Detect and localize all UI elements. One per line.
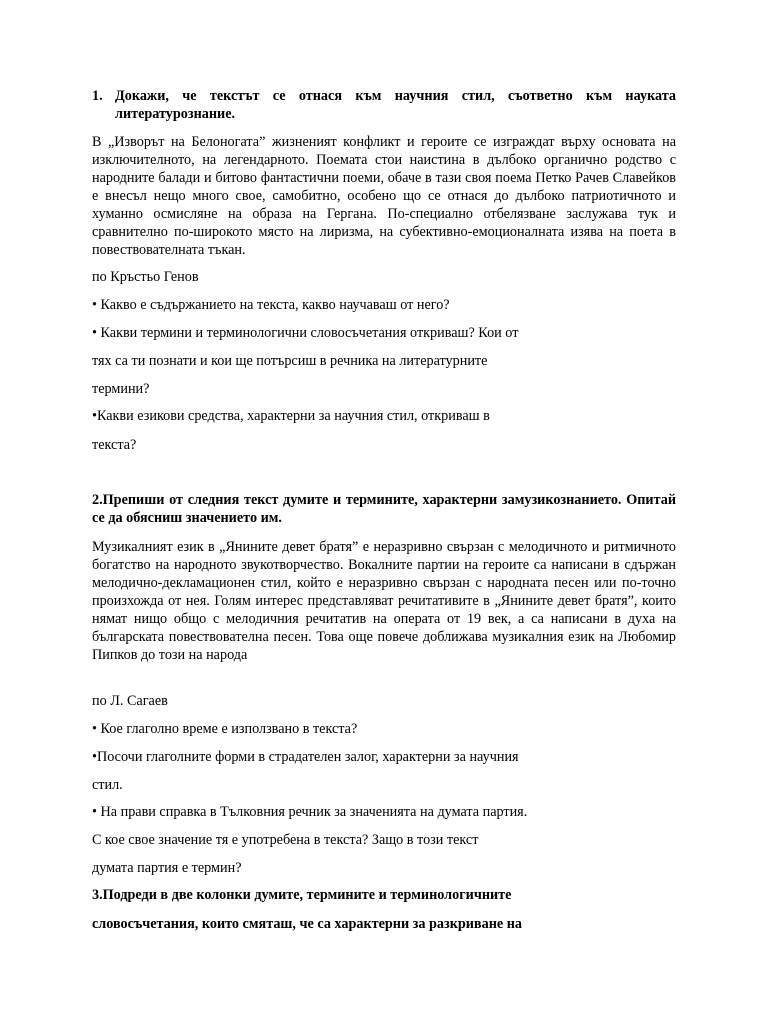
exercise-2-question-2-line-2: стил. (92, 777, 123, 793)
exercise-1-number: 1. (92, 88, 103, 104)
exercise-3-line-2: словосъчетания, които смяташ, че са характерни за разкриване на (92, 916, 522, 932)
exercise-1-question-2-line-2: тях са ти познати и кои ще потърсиш в речника на литературните (92, 353, 488, 369)
exercise-1-question-2-line-1: • Какви термини и терминологични словосъчетания откриваш? Кои от (92, 325, 519, 341)
exercise-2-question-2-line-1: •Посочи глаголните форми в страдателен залог, характерни за научния (92, 749, 519, 765)
exercise-1-author: по Кръстьо Генов (92, 269, 199, 285)
exercise-1-question-2-line-3: термини? (92, 381, 150, 397)
exercise-2-question-3: • На прави справка в Тълковния речник за значенията на думата партия. (92, 804, 528, 820)
exercise-2-title: 2.Препиши от следния текст думите и термините, характерни замузикознанието. Опитай се да обясниш значението им. (92, 492, 676, 526)
exercise-2-question-4-line-1: С кое свое значение тя е употребена в текста? Защо в този текст (92, 832, 479, 848)
exercise-1-question-1: • Какво е съдържанието на текста, какво научаваш от него? (92, 297, 450, 313)
exercise-1-heading (92, 87, 676, 123)
exercise-1-question-3-line-1: •Какви езикови средства, характерни за научния стил, откриваш в (92, 408, 490, 424)
exercise-1-title: Докажи, че текстът се отнася към научния стил, съответно към науката литературознание. (115, 88, 676, 122)
exercise-1-question-3-line-2: текста? (92, 437, 137, 453)
exercise-1-paragraph: В „Изворът на Белоногата” жизненият конфликт и героите се изграждат върху основата на изключителното, на легендарното. Поемата стои наистина в дълбоко органично родство с народните балади и битово фантастични поеми, обаче в тази своя поема Петко Рачев Славейков е внесъл нещо много свое, самобитно, особено що се отнася до дълбоко патриотичното и хуманно осмисляне на образа на Гергана. По-специално отбелязване заслужава тук и сравнително по-широкото място на лиризма, на субективно-емоционалната изява на поета в повествователната тъкан. (92, 134, 676, 258)
exercise-2-author: по Л. Сагаев (92, 693, 168, 709)
exercise-2-question-1: • Кое глаголно време е използвано в текста? (92, 721, 358, 737)
exercise-2-question-4-line-2: думата партия е термин? (92, 860, 242, 876)
exercise-3-line-1: 3.Подреди в две колонки думите, термините и терминологичните (92, 887, 512, 903)
exercise-2-paragraph: Музикалният език в „Янините девет братя” е неразривно свързан с мелодичното и ритмичното богатство на народното звукотворчество. Вокалните партии на героите са написани в сдържан мелодично-декламационен стил, който е неразривно свързан с народната песен или по-точно произхожда от нея. Голям интерес представляват речитативите в „Янините девет братя”, които нямат нищо общо с мелодичния речитатив на операта от 19 век, а са написани в духа на българската повествователна песен. Това още повече доближава музикалния език на Любомир Пипков до този на народа (92, 539, 676, 663)
